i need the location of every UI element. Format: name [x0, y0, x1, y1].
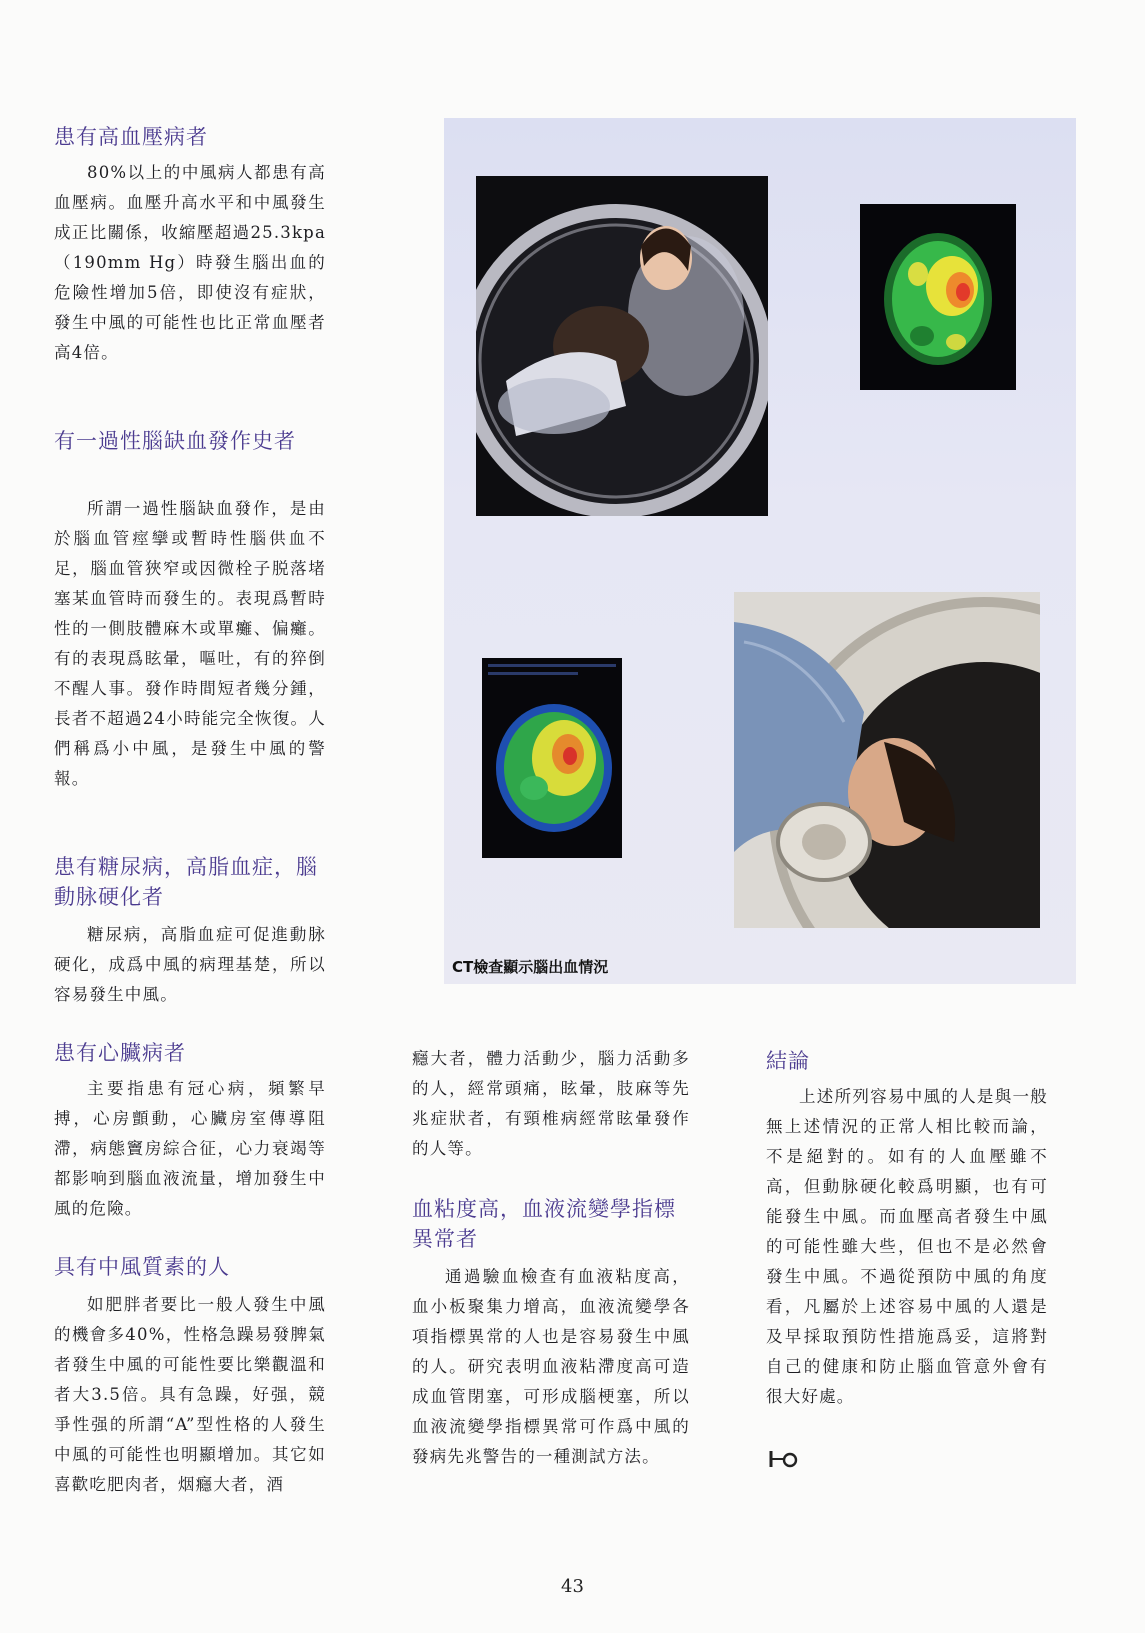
end-mark-logo: [768, 1448, 802, 1470]
heading-hypertension: 患有高血壓病者: [54, 125, 208, 149]
paragraph-predisposition-continued: 癮大者，體力活動少，腦力活動多的人，經常頭痛，眩暈，肢麻等先兆症狀者，有頸椎病經常眩暈發作的人等。: [412, 1049, 690, 1158]
brain-scan-bottom: [482, 658, 622, 858]
heading-conclusion: 結論: [766, 1049, 810, 1073]
figure-caption: CT檢查顯示腦出血情況: [452, 958, 609, 976]
patient-ct-scanner-photo: [476, 176, 768, 516]
heading-blood-viscosity: 血粘度高，血液流變學指標異常者: [412, 1197, 676, 1251]
heading-heart-disease: 患有心臟病者: [54, 1041, 186, 1065]
heading-tia: 有一過性腦缺血發作史者: [54, 429, 296, 453]
heading-predisposition: 具有中風質素的人: [54, 1255, 230, 1279]
paragraph-blood-viscosity: 通過驗血檢查有血液粘度高，血小板聚集力增高，血液流變學各項指標異常的人也是容易發生中風的人。研究表明血液粘滯度高可造成血管閉塞，可形成腦梗塞，所以血液流變學指標異常可作爲中風的發病先兆警告的一種測試方法。: [412, 1267, 690, 1466]
photo-panel: [444, 118, 1076, 984]
patient-in-scanner-photo: [734, 592, 1040, 928]
page-number: 43: [561, 1576, 584, 1597]
paragraph-diabetes: 糖尿病，高脂血症可促進動脉硬化，成爲中風的病理基楚，所以容易發生中風。: [54, 925, 326, 1004]
paragraph-predisposition: 如肥胖者要比一般人發生中風的機會多40%，性格急躁易發脾氣者發生中風的可能性要比樂觀溫和者大3.5倍。具有急躁，好强，競爭性强的所謂“A”型性格的人發生中風的可能性也明顯增加。其它如喜歡吃肥肉者，烟癮大者，酒: [54, 1295, 326, 1494]
paragraph-heart-disease: 主要指患有冠心病，頻繁早搏，心房顫動，心臟房室傳導阻滯，病態竇房綜合征，心力衰竭等都影响到腦血液流量，增加發生中風的危險。: [54, 1079, 326, 1218]
paragraph-conclusion: 上述所列容易中風的人是與一般無上述情況的正常人相比較而論，不是絕對的。如有的人血壓雖不高，但動脉硬化較爲明顯，也有可能發生中風。而血壓高者發生中風的可能性雖大些，但也不是必然會發生中風。不過從預防中風的角度看，凡屬於上述容易中風的人還是及早採取預防性措施爲妥，這將對自己的健康和防止腦血管意外會有很大好處。: [766, 1087, 1048, 1406]
paragraph-tia: 所謂一過性腦缺血發作，是由於腦血管痙攣或暫時性腦供血不足，腦血管狹窄或因微栓子脱落堵塞某血管時而發生的。表現爲暫時性的一側肢體麻木或單癱、偏癱。有的表現爲眩暈，嘔吐，有的猝倒不醒人事。發作時間短者幾分鍾，長者不超過24小時能完全恢復。人們稱爲小中風，是發生中風的警報。: [54, 499, 326, 788]
brain-scan-top: [860, 204, 1016, 390]
paragraph-hypertension: 80%以上的中風病人都患有高血壓病。血壓升高水平和中風發生成正比關係，收縮壓超過25.3kpa（190mm Hg）時發生腦出血的危險性增加5倍，即使沒有症狀，發生中風的可能性也比正常血壓者高4倍。: [54, 163, 326, 362]
heading-diabetes: 患有糖尿病，高脂血症，腦動脉硬化者: [54, 855, 318, 909]
